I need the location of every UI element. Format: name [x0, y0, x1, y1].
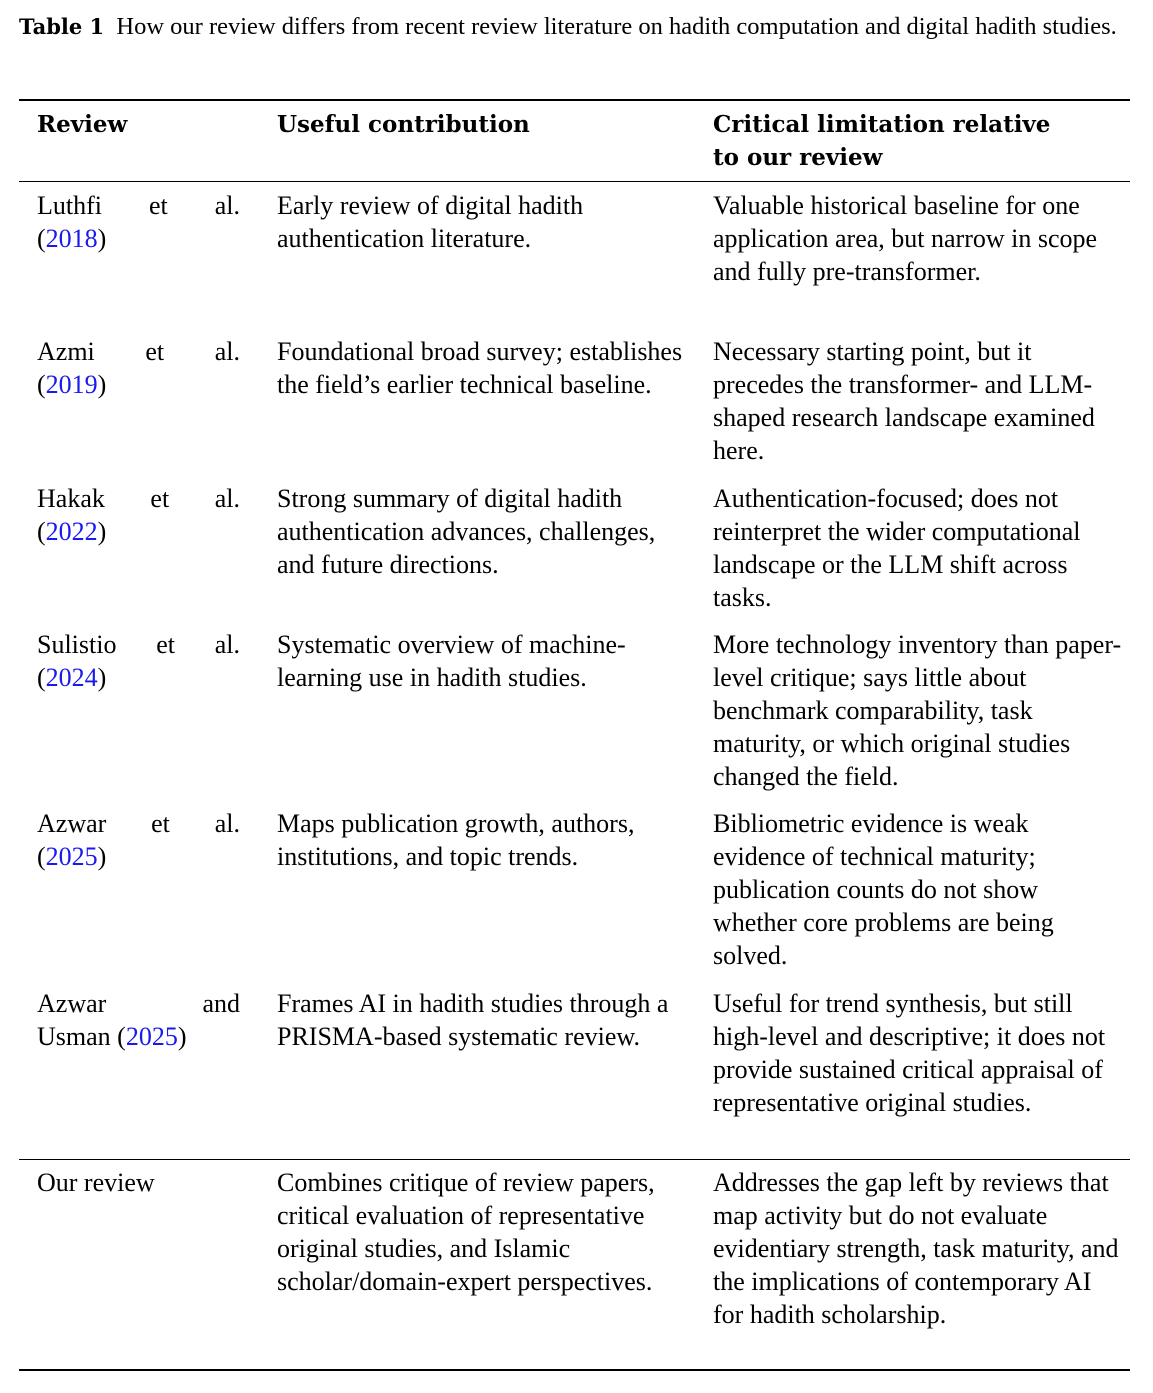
row-4-al: al. — [214, 630, 240, 659]
row-1-limitation: Valuable historical baseline for one application area, but narrow in scope and fully pre-transformer. — [713, 191, 1098, 286]
row-1-contribution: Early review of digital hadith authentication literature. — [277, 191, 584, 253]
row-2-year-link[interactable]: 2019 — [45, 370, 98, 399]
row-2-contribution: Foundational broad survey; establishes the field’s earlier technical baseline. — [277, 337, 683, 399]
caption-label: Table 1 — [19, 14, 105, 39]
row-1-et: et — [148, 191, 168, 220]
header-contribution: Useful contribution — [277, 111, 530, 138]
row-4-limitation: More technology inventory than paper-level critique; says little about benchmark comparability, task maturity, or which original studies changed the field. — [713, 630, 1122, 791]
header-limitation-line2: to our review — [713, 144, 883, 171]
bottom-rule — [19, 1369, 1130, 1371]
row-6-limitation: Useful for trend synthesis, but still high-level and descriptive; it does not provide sustained critical appraisal of representative original studies. — [713, 989, 1106, 1117]
header-review: Review — [37, 111, 128, 138]
row-3-et: et — [150, 484, 170, 513]
row-3-contribution: Strong summary of digital hadith authentication advances, challenges, and future directions. — [277, 484, 656, 579]
row-6-and: and — [202, 989, 240, 1018]
row-5-year-link[interactable]: 2025 — [45, 842, 98, 871]
header-rule — [19, 181, 1130, 182]
row-3-author: Hakak — [37, 484, 105, 513]
row-5-limitation: Bibliometric evidence is weak evidence of technical maturity; publication counts do not show whether core problems are being solved. — [713, 809, 1054, 970]
top-rule — [19, 99, 1130, 101]
row-6-review: Azwar and Usman (2025) — [37, 989, 240, 1051]
row-1-al: al. — [214, 191, 240, 220]
table-caption — [19, 12, 1129, 41]
row-4-et: et — [156, 630, 175, 659]
row-5-et: et — [151, 809, 170, 838]
row-2-limitation: Necessary starting point, but it precedes the transformer- and LLM-shaped research landscape examined here. — [713, 337, 1095, 465]
row-6-year-link[interactable]: 2025 — [125, 1022, 178, 1051]
row-5-author: Azwar — [37, 809, 107, 838]
row-3-year-link[interactable]: 2022 — [45, 517, 98, 546]
row-6-contribution: Frames AI in hadith studies through a PRISMA-based systematic review. — [277, 989, 669, 1051]
row-1-review: Luthfi et al. (2018) — [37, 191, 240, 253]
row-5-al: al. — [214, 809, 240, 838]
row-4-review: Sulistio et al. (2024) — [37, 630, 240, 692]
row-4-year-link[interactable]: 2024 — [45, 663, 98, 692]
row-5-contribution: Maps publication growth, authors, institutions, and topic trends. — [277, 809, 635, 871]
row-3-al: al. — [214, 484, 240, 513]
row-1-author: Luthfi — [37, 191, 102, 220]
row-4-contribution: Systematic overview of machine-learning use in hadith studies. — [277, 630, 626, 692]
row-4-author: Sulistio — [37, 630, 117, 659]
row-3-review: Hakak et al. (2022) — [37, 484, 240, 546]
our-review-label: Our review — [37, 1168, 155, 1197]
header-limitation-line1: Critical limitation relative — [713, 111, 1051, 138]
row-1-year-link[interactable]: 2018 — [45, 224, 98, 253]
row-2-al: al. — [214, 337, 240, 366]
row-5-review: Azwar et al. (2025) — [37, 809, 240, 871]
our-review-limitation: Addresses the gap left by reviews that map activity but do not evaluate evidentiary strength, task maturity, and the implications of contemporary AI for hadith scholarship. — [713, 1168, 1119, 1329]
caption-text: How our review differs from recent review literature on hadith computation and digital hadith studies. — [116, 13, 1117, 40]
row-2-author: Azmi — [37, 337, 95, 366]
row-3-limitation: Authentication-focused; does not reinterpret the wider computational landscape or the LLM shift across tasks. — [713, 484, 1081, 612]
header-limitation — [713, 108, 1123, 174]
row-6-author-second: Usman — [37, 1022, 111, 1051]
row-2-et: et — [145, 337, 165, 366]
row-2-review: Azmi et al. (2019) — [37, 337, 240, 399]
our-review-rule — [19, 1159, 1130, 1160]
our-review-contribution: Combines critique of review papers, critical evaluation of representative original studies, and Islamic scholar/domain-expert perspectives. — [277, 1168, 655, 1296]
row-6-author: Azwar — [37, 989, 107, 1018]
